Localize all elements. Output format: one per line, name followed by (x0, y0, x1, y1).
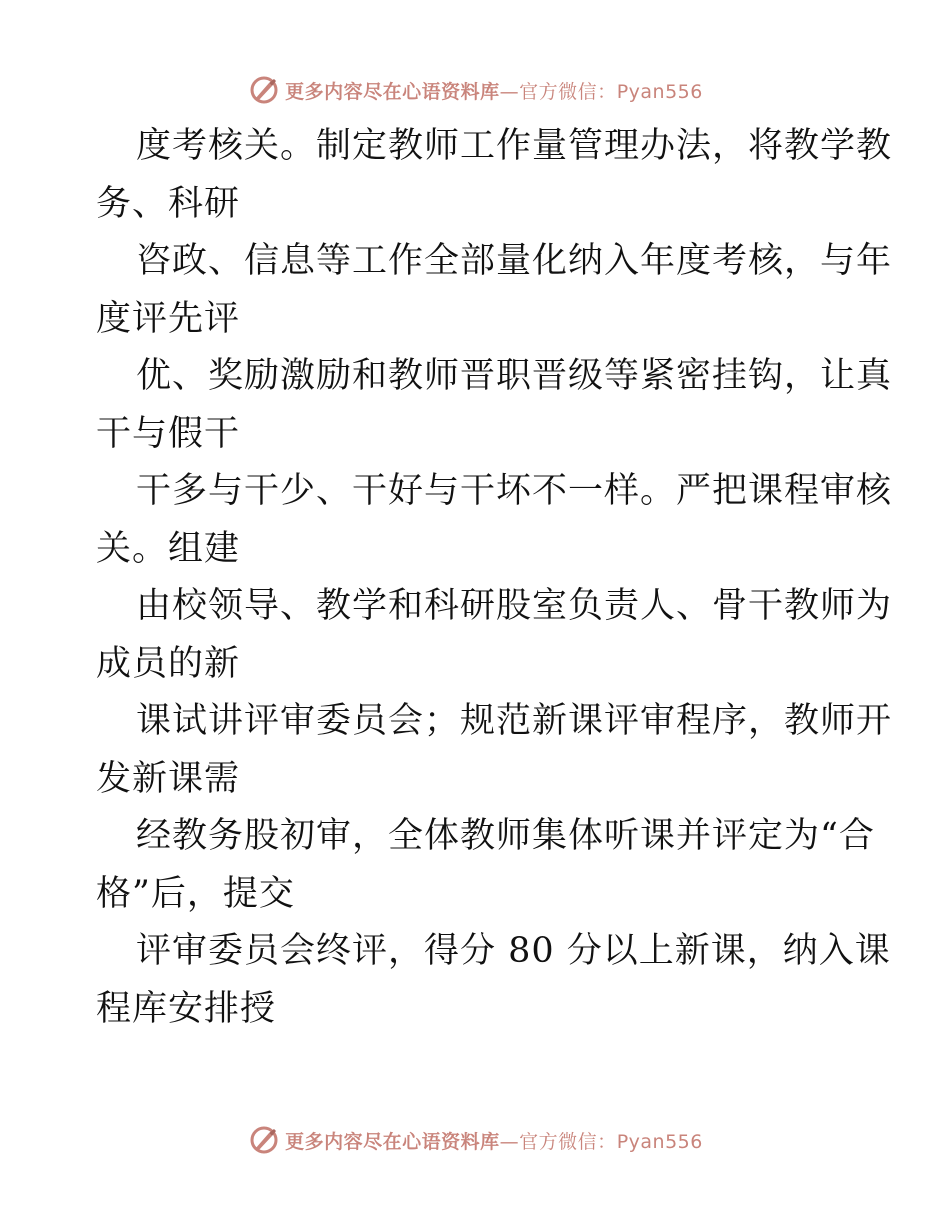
paragraph (96, 233, 893, 348)
paragraph-line: 成员的新 (96, 643, 241, 684)
paragraph-line: 课试讲评审委员会；规范新课评审程序，教师开 (136, 701, 893, 741)
paragraph (96, 808, 875, 923)
paragraph-line: 发新课需 (96, 758, 241, 799)
paragraph-line: 干与假干 (96, 413, 241, 454)
paragraph-line: 度评先评 (96, 298, 241, 339)
watermark-dash: — (499, 80, 520, 103)
pen-circle-logo-icon (247, 73, 281, 107)
watermark-wechat-label: 官方微信： (519, 80, 617, 103)
paragraph-line: 关。组建 (96, 528, 241, 569)
footer-watermark (0, 1120, 950, 1160)
paragraph-line: 优、奖励激励和教师晋职晋级等紧密挂钩，让真 (136, 356, 893, 396)
paragraph-line: 评审委员会终评，得分 80 分以上新课，纳入课 (136, 931, 891, 971)
watermark-dash: — (499, 1130, 520, 1153)
paragraph (96, 463, 893, 578)
watermark-wechat-id: Pyan556 (616, 80, 703, 103)
paragraph-line: 度考核关。制定教师工作量管理办法，将教学教 (136, 126, 893, 166)
watermark-wechat-id: Pyan556 (616, 1130, 703, 1153)
watermark-text (285, 1127, 703, 1154)
watermark-text (285, 77, 703, 104)
header-watermark (0, 70, 950, 110)
paragraph (96, 578, 893, 693)
watermark-main-text: 更多内容尽在心语资料库 (285, 80, 500, 103)
paragraph (96, 923, 891, 1038)
paragraph-line: 程库安排授 (96, 988, 277, 1029)
pen-circle-logo-icon (247, 1123, 281, 1157)
paragraph-line: 经教务股初审，全体教师集体听课并评定为“合 (136, 816, 875, 856)
paragraph-line: 咨政、信息等工作全部量化纳入年度考核，与年 (136, 241, 893, 281)
watermark-wechat-label: 官方微信： (519, 1130, 617, 1153)
document-body (96, 118, 893, 1038)
paragraph-line: 干多与干少、干好与干坏不一样。严把课程审核 (136, 471, 893, 511)
watermark-main-text: 更多内容尽在心语资料库 (285, 1130, 500, 1153)
paragraph (96, 693, 893, 808)
paragraph (96, 118, 893, 233)
paragraph-line: 格”后，提交 (96, 873, 295, 914)
paragraph-line: 务、科研 (96, 183, 241, 224)
paragraph-line: 由校领导、教学和科研股室负责人、骨干教师为 (136, 586, 893, 626)
paragraph (96, 348, 893, 463)
